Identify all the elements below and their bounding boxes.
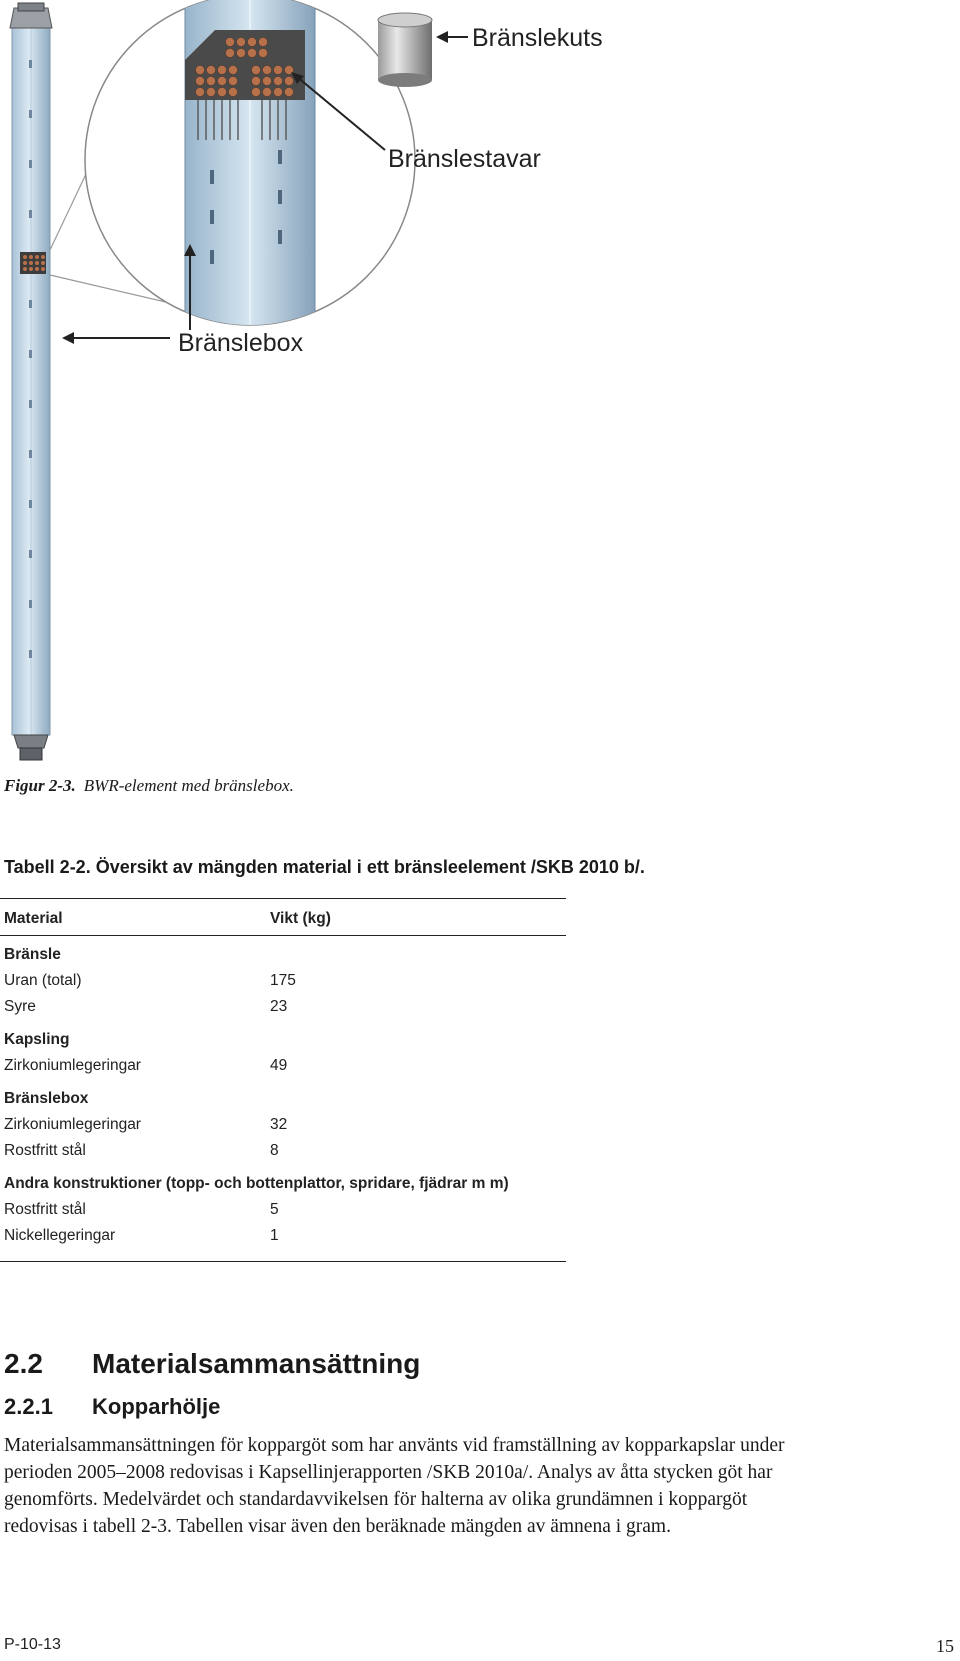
body-line: Materialsammansättningen för koppargöt som har använts vid framställning av kopparkapslar under [4,1435,785,1456]
row-weight: 5 [270,1201,279,1218]
row-material: Uran (total) [4,972,82,989]
header-weight: Vikt (kg) [270,910,331,927]
group-title: Bränsle [4,946,61,963]
zoom-detail-circle [85,0,415,330]
row-material: Zirkoniumlegeringar [4,1057,141,1074]
group-title: Andra konstruktioner (topp- och bottenplattor, spridare, fjädrar m m) [4,1175,509,1192]
figure-caption-number: Figur 2-3. [4,776,76,795]
figure-caption-text: BWR-element med bränslebox. [83,776,294,795]
row-weight: 32 [270,1116,288,1133]
fuel-pellet-illustration [378,13,432,87]
section-heading [4,1348,420,1380]
table-bottom-rule [0,1261,566,1262]
section-title: Materialsammansättning [92,1348,421,1379]
fuel-assembly-figure [0,0,700,770]
section-number: 2.2 [4,1348,43,1379]
row-material: Syre [4,998,36,1015]
label-pellet [436,24,603,52]
figure-caption [4,776,294,796]
table-header-rule [0,935,566,936]
assembly-column [10,3,52,760]
subsection-title: Kopparhölje [92,1394,221,1419]
header-material: Material [4,910,63,927]
subsection-number: 2.2.1 [4,1394,53,1419]
body-line: perioden 2005–2008 redovisas i Kapsellinjerapporten /SKB 2010a/. Analys av åtta stycken göt har [4,1462,773,1483]
row-material: Zirkoniumlegeringar [4,1116,141,1133]
group-title: Kapsling [4,1031,70,1048]
footer-report-id: P-10-13 [4,1636,61,1653]
svg-text:Bränslekuts: Bränslekuts [472,24,603,52]
row-weight: 175 [270,972,296,989]
svg-text:Bränslestavar: Bränslestavar [388,145,541,173]
table-caption: Tabell 2-2. Översikt av mängden material i ett bränsleelement /SKB 2010 b/. [4,857,645,877]
row-weight: 49 [270,1057,288,1074]
bwr-assembly-illustration [0,0,700,770]
group-title: Bränslebox [4,1090,89,1107]
body-line: genomförts. Medelvärdet och standardavvikelsen för halterna av olika grundämnen i koppargöt [4,1489,748,1510]
row-material: Rostfritt stål [4,1142,86,1159]
row-weight: 23 [270,998,288,1015]
footer-page-number: 15 [936,1636,954,1656]
svg-text:Bränslebox: Bränslebox [178,329,304,357]
body-line: redovisas i tabell 2-3. Tabellen visar även den beräknade mängden av ämnena i gram. [4,1516,671,1537]
row-weight: 8 [270,1142,279,1159]
row-material: Rostfritt stål [4,1201,86,1218]
table-top-rule [0,898,566,899]
row-weight: 1 [270,1227,279,1244]
body-paragraph [4,1432,954,1540]
row-material: Nickellegeringar [4,1227,116,1244]
subsection-heading [4,1394,220,1420]
